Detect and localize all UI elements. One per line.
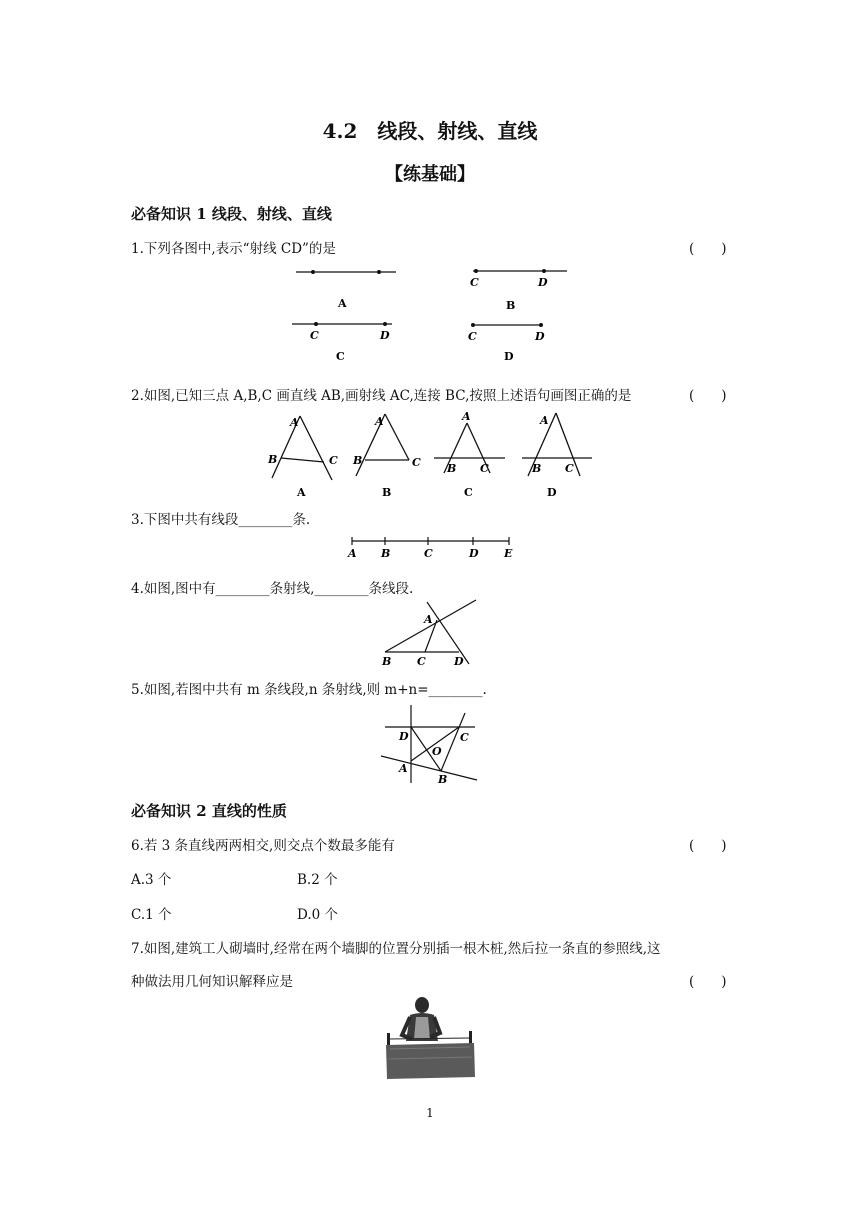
answer-paren-6: ( )	[689, 838, 727, 854]
bricklayer-illustration	[382, 995, 478, 1081]
svg-text:C: C	[412, 456, 421, 469]
svg-text:C: C	[565, 462, 574, 475]
svg-text:A: A	[375, 415, 384, 428]
svg-text:C: C	[470, 276, 479, 289]
question-7-text-line-1: 7.如图,建筑工人砌墙时,经常在两个墙脚的位置分别插一根木桩,然后拉一条直的参照线,这	[131, 941, 661, 957]
page-title: 4.2 线段、射线、直线	[322, 119, 538, 143]
svg-text:B: B	[268, 453, 278, 466]
q5-point-b: B	[438, 773, 448, 785]
question-7-text-line-2: 种做法用几何知识解释应是	[131, 974, 293, 990]
svg-text:C: C	[468, 330, 477, 343]
q2-option-c-label: C	[464, 486, 473, 499]
q4-point-c: C	[417, 655, 426, 668]
answer-paren-1: ( )	[689, 241, 727, 257]
q2-option-d-label: D	[547, 486, 557, 499]
question-4-figure	[375, 597, 485, 669]
svg-text:B: B	[353, 454, 363, 467]
question-3-figure	[340, 535, 520, 561]
question-1-figure	[280, 262, 580, 367]
question-4-text: 4.如图,图中有________条射线,________条线段.	[131, 581, 414, 597]
q3-point-a: A	[348, 547, 357, 560]
question-2-text: 2.如图,已知三点 A,B,C 画直线 AB,画射线 AC,连接 BC,按照上述语句画图正确的是	[131, 388, 632, 404]
svg-text:C: C	[480, 462, 489, 475]
svg-text:A: A	[290, 416, 299, 429]
q6-option-c: C.1 个	[131, 907, 172, 923]
q6-option-b: B.2 个	[297, 872, 338, 888]
q2-option-b-label: B	[382, 486, 392, 499]
page-subtitle: 【练基础】	[385, 164, 475, 185]
svg-text:B: B	[532, 462, 542, 475]
q4-point-b: B	[382, 655, 392, 668]
svg-text:D: D	[538, 276, 548, 289]
question-1-text: 1.下列各图中,表示“射线 CD”的是	[131, 241, 336, 257]
svg-text:C: C	[310, 329, 319, 342]
section-heading-1: 必备知识 1 线段、射线、直线	[131, 205, 332, 223]
q5-point-d: D	[399, 730, 409, 743]
q3-point-b: B	[381, 547, 391, 560]
svg-text:B: B	[447, 462, 457, 475]
svg-text:A: A	[462, 410, 471, 423]
q2-option-a-label: A	[297, 486, 306, 499]
q5-point-o: O	[432, 745, 442, 758]
question-3-text: 3.下图中共有线段________条.	[131, 512, 311, 528]
svg-text:D: D	[380, 329, 390, 342]
question-5-figure	[375, 703, 483, 785]
question-5-text: 5.如图,若图中共有 m 条线段,n 条射线,则 m+n=________.	[131, 682, 487, 698]
q1-option-d-label: D	[504, 350, 514, 363]
answer-paren-7: ( )	[689, 974, 727, 990]
q4-point-a: A	[424, 613, 433, 626]
q5-point-a: A	[399, 762, 408, 775]
question-2-figure	[262, 408, 602, 500]
q6-option-d: D.0 个	[297, 907, 339, 923]
q5-point-c: C	[460, 731, 469, 744]
q3-point-c: C	[424, 547, 433, 560]
q3-point-e: E	[504, 547, 513, 560]
q1-option-a-label: A	[338, 297, 347, 310]
q3-point-d: D	[469, 547, 479, 560]
q1-option-c-label: C	[336, 350, 345, 363]
answer-paren-2: ( )	[689, 388, 727, 404]
q1-option-b-label: B	[506, 299, 516, 312]
svg-text:D: D	[535, 330, 545, 343]
question-6-text: 6.若 3 条直线两两相交,则交点个数最多能有	[131, 838, 395, 854]
page-number: 1	[426, 1106, 434, 1120]
q6-option-a: A.3 个	[131, 872, 172, 888]
q4-point-d: D	[454, 655, 464, 668]
section-heading-2: 必备知识 2 直线的性质	[131, 802, 287, 820]
svg-text:C: C	[329, 454, 338, 467]
svg-text:A: A	[540, 414, 549, 427]
